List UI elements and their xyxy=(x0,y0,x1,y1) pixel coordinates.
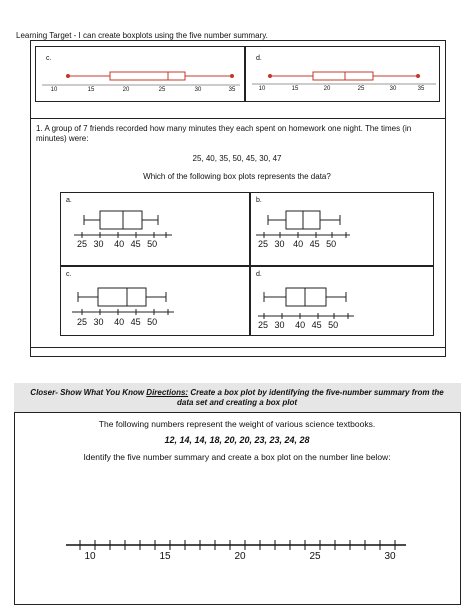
option-b-tick-45: 45 xyxy=(309,239,320,249)
closer-tick-30: 30 xyxy=(384,551,396,562)
closer-directions-text: Create a box plot by identifying the five-number summary from the data set and creating a box plot xyxy=(176,388,444,407)
option-d-label: d. xyxy=(256,271,262,278)
option-d-tick-30: 30 xyxy=(274,320,285,330)
closer-numbers: 12, 14, 14, 18, 20, 20, 23, 23, 24, 28 xyxy=(164,435,310,445)
closer-instruction: Identify the five number summary and create a box plot on the number line below: xyxy=(83,452,391,462)
tick-c-20: 20 xyxy=(122,87,130,93)
tick-d-10: 10 xyxy=(258,86,266,92)
closer-tick-20: 20 xyxy=(234,551,246,562)
tick-d-35: 35 xyxy=(417,86,425,92)
closer-tick-10: 10 xyxy=(84,551,96,562)
option-c-tick-45: 45 xyxy=(130,317,141,327)
option-b-tick-30: 30 xyxy=(274,239,285,249)
tick-c-25: 25 xyxy=(158,87,166,93)
option-a-tick-45: 45 xyxy=(130,239,141,249)
top-panel-d-label: d. xyxy=(256,55,262,62)
question-ask: Which of the following box plots represents the data? xyxy=(143,172,331,181)
option-a-tick-50: 50 xyxy=(147,239,158,249)
learning-target: Learning Target - I can create boxplots using the five number summary. xyxy=(16,31,268,40)
option-a-label: a. xyxy=(66,197,72,204)
top-panel-c-label: c. xyxy=(46,55,52,62)
tick-c-10: 10 xyxy=(50,87,58,93)
option-d-tick-40: 40 xyxy=(295,320,306,330)
tick-d-15: 15 xyxy=(291,86,299,92)
closer-intro: The following numbers represent the weight of various science textbooks. xyxy=(98,419,376,429)
question-prompt: 1. A group of 7 friends recorded how many minutes they each spent on homework one night. The times (in minutes) were: xyxy=(36,124,412,143)
option-b-tick-50: 50 xyxy=(326,239,337,249)
option-a-tick-25: 25 xyxy=(77,239,88,249)
option-b-tick-40: 40 xyxy=(293,239,304,249)
tick-d-25: 25 xyxy=(357,86,365,92)
option-b-tick-25: 25 xyxy=(258,239,269,249)
option-d-tick-50: 50 xyxy=(328,320,339,330)
tick-d-20: 20 xyxy=(323,86,331,92)
option-d-tick-25: 25 xyxy=(258,320,269,330)
tick-c-15: 15 xyxy=(87,87,95,93)
option-b-label: b. xyxy=(256,197,262,204)
option-c-label: c. xyxy=(66,271,72,278)
tick-c-30: 30 xyxy=(194,87,202,93)
question-data-values: 25, 40, 35, 50, 45, 30, 47 xyxy=(192,154,282,163)
option-c-tick-25: 25 xyxy=(77,317,88,327)
closer-prefix: Closer- Show What You Know xyxy=(30,388,147,397)
closer-tick-15: 15 xyxy=(159,551,171,562)
option-c-tick-30: 30 xyxy=(93,317,104,327)
closer-tick-25: 25 xyxy=(309,551,321,562)
option-c-tick-50: 50 xyxy=(147,317,158,327)
option-d-tick-45: 45 xyxy=(311,320,322,330)
tick-d-30: 30 xyxy=(389,86,397,92)
tick-c-35: 35 xyxy=(228,87,236,93)
option-a-tick-40: 40 xyxy=(114,239,125,249)
closer-directions-label: Directions: xyxy=(146,388,189,397)
option-c-tick-40: 40 xyxy=(114,317,125,327)
option-a-tick-30: 30 xyxy=(93,239,104,249)
